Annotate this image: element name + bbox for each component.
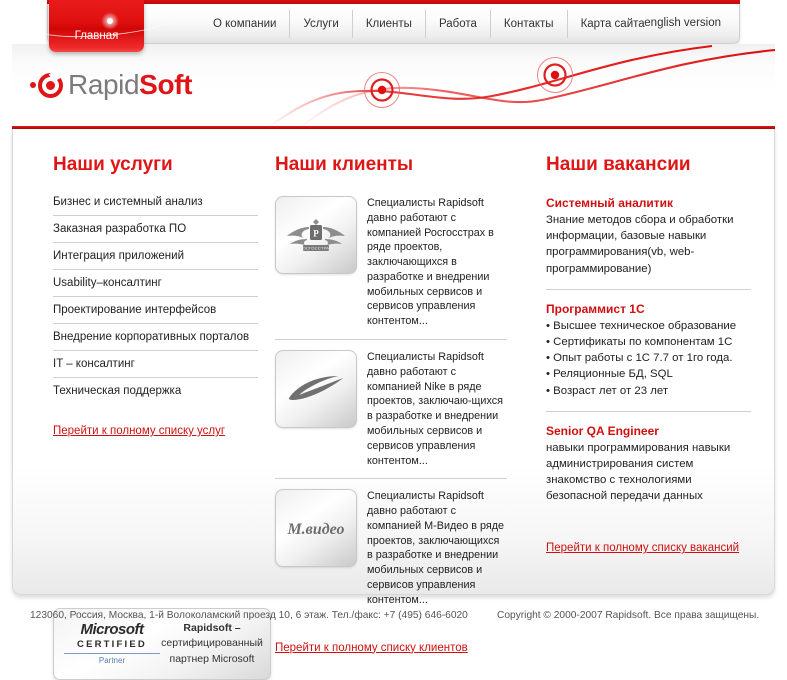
- vacancy-description: Знание методов сбора и обработки информации, базовые навыки программирования(vb, web-программирование): [546, 214, 734, 275]
- clients-column: [275, 155, 507, 656]
- microsoft-certified-label: CERTIFIED: [64, 638, 160, 654]
- mvideo-wordmark-icon: [281, 516, 351, 540]
- services-list: [53, 196, 258, 404]
- english-version-link[interactable]: english version: [644, 17, 721, 29]
- rapidsoft-target-icon: [30, 70, 64, 100]
- service-item[interactable]: Техническая поддержка: [53, 385, 182, 397]
- vacancy-requirement: • Сертификаты по компонентам 1С: [546, 334, 751, 350]
- service-item[interactable]: IT – консалтинг: [53, 358, 258, 378]
- nav-item-list: [200, 10, 658, 38]
- microsoft-badge-text: [160, 621, 270, 667]
- vacancy-requirement: • Опыт работы с 1С 7.7 от 1го года.: [546, 350, 751, 366]
- services-more-link[interactable]: Перейти к полному списку услуг: [53, 425, 226, 437]
- nike-logo-icon[interactable]: [275, 350, 357, 428]
- rosgosstrakh-emblem-icon: [285, 215, 347, 255]
- client-item: [275, 489, 507, 617]
- client-description: Специалисты Rapidsoft давно работают с компанией Росгосстрах в ряде проектов, заключающихся в разработке и внедрении мобильных сервисов и сервисов управления контентом...: [367, 197, 494, 328]
- vacancy-title[interactable]: Программист 1С: [546, 301, 645, 316]
- nike-swoosh-icon: [287, 376, 345, 402]
- client-item: [275, 350, 507, 479]
- service-item[interactable]: Бизнес и системный анализ: [53, 196, 258, 216]
- logo-text-rapid: Rapid: [68, 69, 140, 100]
- microsoft-logo: [64, 622, 160, 666]
- vacancy-requirement: • Высшее техническое образование: [546, 318, 751, 334]
- service-item[interactable]: Интеграция приложений: [53, 250, 258, 270]
- vacancy-item: [546, 424, 751, 517]
- badge-line-2: сертифицированный: [161, 637, 263, 650]
- mvideo-logo-icon[interactable]: [275, 489, 357, 567]
- vacancy-description: навыки программирования навыки администрирования систем знакомство с технологиями безопасной передачи данных: [546, 441, 731, 503]
- service-item[interactable]: Заказная разработка ПО: [53, 223, 258, 243]
- vacancy-requirement: • Реляционные БД, SQL: [546, 366, 751, 382]
- svg-text:P: P: [313, 228, 319, 239]
- client-description: Специалисты Rapidsoft давно работают с компанией М-Видео в ряде проектов, заключающихся в разработке и внедрении мобильных сервисов и сервисов управления контентом...: [367, 490, 505, 606]
- vacancy-title[interactable]: Senior QA Engineer: [546, 423, 659, 438]
- microsoft-wordmark: Microsoft: [80, 621, 144, 639]
- vacancies-more-link[interactable]: Перейти к полному списку вакансий: [546, 542, 740, 555]
- vacancies-column: [546, 155, 751, 556]
- svg-text:М.видео: М.видео: [287, 521, 345, 539]
- services-column: [53, 155, 258, 439]
- vacancy-requirement: • Возраст лет от 23 лет: [546, 383, 751, 399]
- logo-wordmark: [68, 71, 192, 99]
- service-item[interactable]: Внедрение корпоративных порталов: [53, 331, 258, 351]
- nav-item-work[interactable]: Работа: [426, 10, 491, 38]
- microsoft-partner-label: Partner: [98, 656, 126, 666]
- nav-item-sitemap[interactable]: Карта сайта: [580, 18, 645, 30]
- vacancy-title[interactable]: Системный аналитик: [546, 196, 674, 210]
- nav-item-about[interactable]: О компании: [200, 10, 290, 38]
- svg-text:РОСГОССТРАХ: РОСГОССТРАХ: [299, 245, 333, 251]
- nav-tab-home[interactable]: [49, 0, 144, 52]
- client-item: [275, 196, 507, 340]
- client-description: Специалисты Rapidsoft давно работают с компанией Nike в ряде проектов, заключаю-щихся в разработке и внедрении мобильных сервисов и сервисов управления контентом...: [367, 351, 503, 467]
- vacancy-item: [546, 302, 751, 412]
- footer-address: 123060, Россия, Москва, 1-й Волоколамский проезд 10, 6 этаж. Тел./факс: +7 (495) 646-6020: [30, 610, 468, 621]
- deco-target-right: [538, 58, 573, 93]
- service-item[interactable]: Usability–консалтинг: [53, 277, 258, 297]
- vacancy-requirements-list: [546, 318, 751, 399]
- clients-title: Наши клиенты: [275, 154, 414, 175]
- vacancies-title: Наши вакансии: [546, 154, 691, 175]
- clients-more-link[interactable]: Перейти к полному списку клиентов: [275, 641, 468, 654]
- vacancy-item: [546, 196, 751, 290]
- footer-copyright: Copyright © 2000-2007 Rapidsoft. Все права защищены.: [497, 610, 760, 621]
- logo-text-soft: Soft: [139, 69, 192, 100]
- nav-item-contacts[interactable]: Контакты: [491, 10, 568, 38]
- home-tab-dot-icon: [107, 18, 113, 24]
- nav-item-services[interactable]: Услуги: [290, 10, 352, 38]
- service-item[interactable]: Проектирование интерфейсов: [53, 304, 258, 324]
- nav-item-clients[interactable]: Клиенты: [353, 10, 426, 38]
- site-logo[interactable]: [30, 70, 192, 100]
- badge-line-3: партнер Microsoft: [169, 652, 255, 665]
- services-title: Наши услуги: [53, 154, 173, 175]
- badge-line-1: Rapidsoft –: [183, 622, 241, 635]
- nav-tab-home-label: Главная: [74, 30, 119, 42]
- rosgosstrakh-logo-icon[interactable]: [275, 196, 357, 274]
